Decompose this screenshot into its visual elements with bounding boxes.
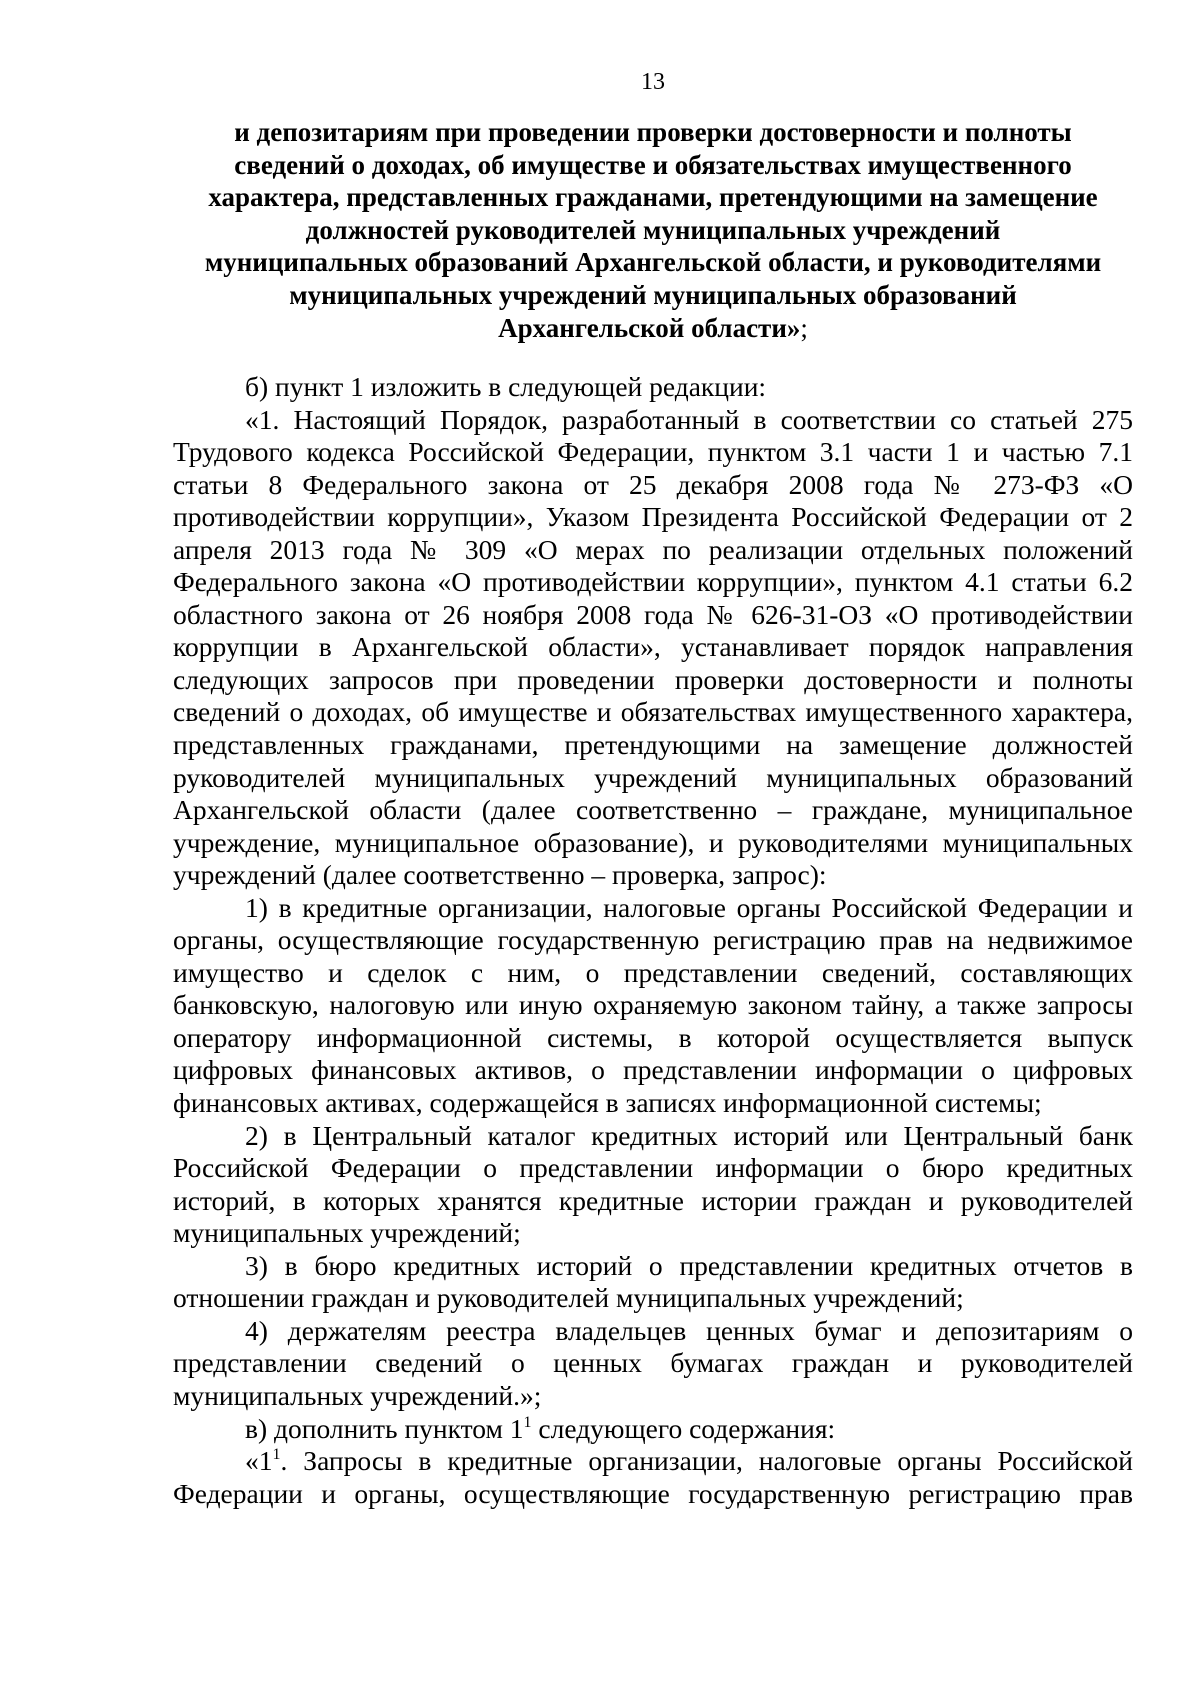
title-line: сведений о доходах, об имуществе и обязательствах имущественного [234, 149, 1072, 180]
superscript: 1 [272, 1446, 281, 1464]
title-last-tail: ; [800, 312, 808, 343]
paragraph-v-text-end: следующего содержания: [531, 1412, 836, 1444]
title-line: должностей руководителей муниципальных учреждений [305, 214, 1001, 245]
document-body [173, 371, 1133, 1510]
paragraph-v-text: в) дополнить пунктом 1 [245, 1412, 524, 1444]
title-line: муниципальных образований Архангельской области, и руководителями [204, 247, 1102, 278]
list-item-2: 2) в Центральный каталог кредитных историй или Центральный банк Российской Федерации о представлении информации о бюро кредитных историй, в которых хранятся кредитные истории граждан и руководителей муниципальных учреждений; [173, 1119, 1133, 1249]
title-line: муниципальных учреждений муниципальных образований [289, 279, 1017, 310]
title-line: и депозитариям при проведении проверки достоверности и полноты [234, 117, 1072, 147]
paragraph-1-1 [173, 1445, 1133, 1510]
document-title [173, 116, 1133, 344]
list-item-1: 1) в кредитные организации, налоговые органы Российской Федерации и органы, осуществляющие государственную регистрацию прав на недвижимое имущество и сделок с ним, о представлении сведений, составляющих банковскую, налоговую или иную охраняемую законом тайну, а также запросы оператору информационной системы, в которой осуществляется выпуск цифровых финансовых активов, о представлении информации о цифровых финансовых активах, содержащейся в записях информационной системы; [173, 891, 1133, 1119]
paragraph-v [173, 1413, 1133, 1446]
page-number: 13 [641, 69, 665, 95]
title-line-last [173, 312, 1133, 345]
superscript: 1 [523, 1413, 532, 1431]
paragraph-1-1-text: . Запросы в кредитные организации, налоговые органы Российской Федерации и органы, осуществляющие государственную регистрацию прав [173, 1445, 1133, 1509]
list-item-3: 3) в бюро кредитных историй о представлении кредитных отчетов в отношении граждан и руководителей муниципальных учреждений; [173, 1249, 1133, 1314]
paragraph-b: б) пункт 1 изложить в следующей редакции: [245, 371, 767, 402]
list-item-4: 4) держателям реестра владельцев ценных бумаг и депозитариям о представлении сведений о ценных бумагах граждан и руководителей муниципальных учреждений.»; [173, 1314, 1133, 1411]
paragraph-1: «1. Настоящий Порядок, разработанный в соответствии со статьей 275 Трудового кодекса Российской Федерации, пунктом 3.1 части 1 и частью 7.1 статьи 8 Федерального закона от 25 декабря 2008 года № 273-ФЗ «О противодействии коррупции», Указом Президента Российской Федерации от 2 апреля 2013 года № 309 «О мерах по реализации отдельных положений Федерального закона «О противодействии коррупции», пунктом 4.1 статьи 6.2 областного закона от 26 ноября 2008 года № 626-31-ОЗ «О противодействии коррупции в Архангельской области», устанавливает порядок направления следующих запросов при проведении проверки достоверности и полноты сведений о доходах, об имуществе и обязательствах имущественного характера, представленных гражданами, претендующими на замещение должностей руководителей муниципальных учреждений муниципальных образований Архангельской области (далее соответственно – граждане, муниципальное учреждение, муниципальное образование), и руководителями муниципальных учреждений (далее соответственно – проверка, запрос): [173, 403, 1133, 891]
title-last-bold: Архангельской области» [498, 312, 801, 343]
paragraph-1-1-start: «1 [245, 1445, 273, 1477]
title-line: характера, представленных гражданами, претендующими на замещение [208, 182, 1098, 213]
